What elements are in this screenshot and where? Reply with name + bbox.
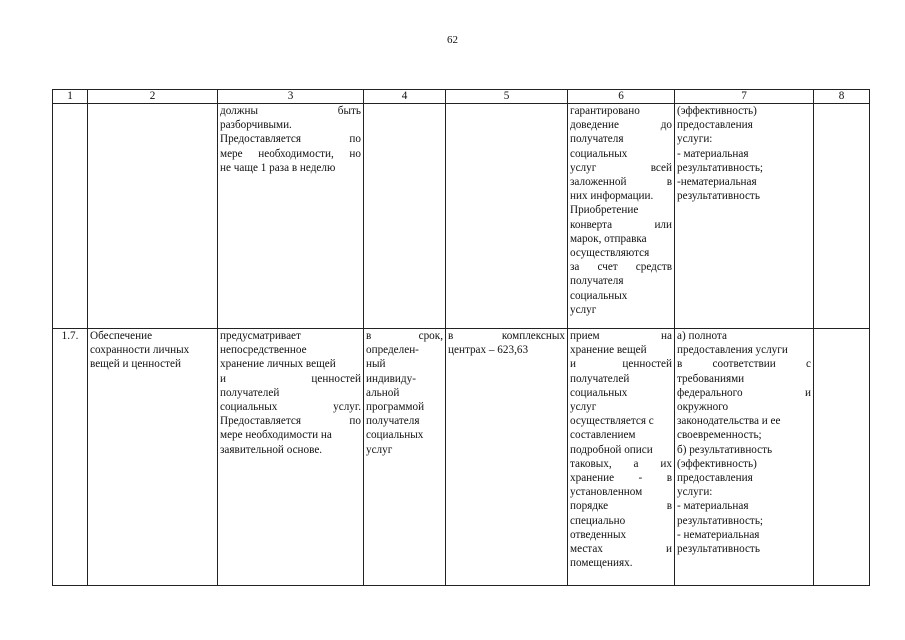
- cell-description: [218, 104, 364, 329]
- text-line: таковых, а их: [570, 457, 672, 470]
- text-line: в срок,: [366, 330, 443, 342]
- text-line: альной: [366, 386, 400, 399]
- text-line: услуг: [570, 303, 597, 316]
- text-line: получателя: [570, 275, 624, 288]
- text-line: не чаще 1 раза в неделю: [220, 161, 336, 174]
- text-line: в соответствии с: [677, 358, 811, 371]
- text-line: получателей: [220, 386, 280, 399]
- text-line: должны быть: [220, 105, 361, 117]
- text-line: осуществляются: [570, 247, 650, 260]
- text-line: гарантировано: [570, 105, 640, 117]
- text-line: требованиями: [677, 372, 745, 385]
- text-line: - материальная: [677, 500, 749, 513]
- text-line: получателя: [570, 133, 624, 146]
- cell-conditions: [568, 104, 675, 329]
- text-line: своевременность;: [677, 429, 762, 442]
- text-line: Обеспечение: [90, 330, 153, 342]
- cell-tariff: [446, 329, 568, 586]
- services-table: [52, 89, 870, 586]
- text-line: услуг: [366, 443, 393, 456]
- text-line: Приобретение: [570, 204, 639, 217]
- text-line: сохранности личных: [90, 344, 190, 357]
- text-line: хранение личных вещей: [220, 358, 336, 371]
- header-cell: 3: [218, 90, 364, 104]
- text-line: получателя: [366, 415, 420, 428]
- header-cell: 8: [814, 90, 870, 104]
- cell-description: [218, 329, 364, 586]
- cell-service-name: [88, 329, 218, 586]
- text-line: - нематериальная: [677, 528, 760, 541]
- text-line: федерального и: [677, 386, 811, 399]
- cell-conditions: [568, 329, 675, 586]
- text-line: подробной описи: [570, 443, 653, 456]
- header-cell: 4: [364, 90, 446, 104]
- text-line: составлением: [570, 429, 636, 442]
- cell-term: [364, 329, 446, 586]
- table-row: [53, 104, 870, 329]
- text-line: получателей: [570, 372, 630, 385]
- text-line: осуществляется с: [570, 415, 654, 428]
- text-line: результативность;: [677, 514, 764, 527]
- text-line: марок, отправка: [570, 232, 647, 245]
- cell-service-name: [88, 104, 218, 329]
- cell-notes: [814, 104, 870, 329]
- text-line: центрах – 623,63: [448, 344, 529, 357]
- cell-number: 1.7.: [53, 329, 88, 586]
- text-line: услуг всей: [570, 161, 672, 174]
- text-line: предоставления: [677, 119, 753, 132]
- text-line: мере необходимости на: [220, 429, 332, 442]
- cell-tariff: [446, 104, 568, 329]
- text-line: социальных: [570, 386, 628, 399]
- header-row: [53, 90, 870, 104]
- text-line: определен-: [366, 344, 419, 357]
- text-line: заложенной в: [570, 176, 672, 189]
- text-line: социальных: [570, 289, 628, 302]
- text-line: -нематериальная: [677, 176, 757, 189]
- text-line: заявительной основе.: [220, 443, 323, 456]
- text-line: социальных: [366, 429, 424, 442]
- text-line: Предоставляется по: [220, 133, 361, 146]
- text-line: услуги:: [677, 133, 713, 146]
- header-cell: 6: [568, 90, 675, 104]
- header-cell: 7: [675, 90, 814, 104]
- text-line: программой: [366, 401, 425, 414]
- text-line: (эффективность): [677, 457, 757, 470]
- text-line: услуги:: [677, 486, 713, 499]
- text-line: а) полнота: [677, 330, 727, 342]
- text-line: доведение до: [570, 119, 672, 132]
- text-line: предусматривает: [220, 330, 301, 342]
- text-line: прием на: [570, 330, 672, 342]
- cell-notes: [814, 329, 870, 586]
- text-line: за счет средств: [570, 261, 672, 274]
- text-line: установленном: [570, 486, 643, 499]
- text-line: непосредственное: [220, 344, 307, 357]
- text-line: (эффективность): [677, 105, 757, 117]
- text-line: конверта или: [570, 218, 672, 231]
- text-line: социальных услуг.: [220, 401, 361, 414]
- text-line: мере необходимости, но: [220, 147, 361, 160]
- text-line: результативность: [677, 190, 760, 203]
- text-line: результативность: [677, 543, 760, 556]
- text-line: и ценностей: [220, 372, 361, 385]
- text-line: разборчивыми.: [220, 119, 292, 132]
- header-cell: 5: [446, 90, 568, 104]
- text-line: предоставления: [677, 472, 753, 485]
- text-line: хранение - в: [570, 472, 672, 485]
- text-line: порядке в: [570, 500, 672, 513]
- text-line: специально: [570, 514, 626, 527]
- cell-number: [53, 104, 88, 329]
- text-line: социальных: [570, 147, 628, 160]
- text-line: них информации.: [570, 190, 654, 203]
- text-line: индивиду-: [366, 372, 416, 385]
- text-line: законодательства и ее: [677, 415, 781, 428]
- cell-quality: [675, 104, 814, 329]
- cell-term: [364, 104, 446, 329]
- text-line: Предоставляется по: [220, 415, 361, 428]
- text-line: помещениях.: [570, 557, 633, 570]
- header-cell: 1: [53, 90, 88, 104]
- text-line: б) результативность: [677, 443, 773, 456]
- text-line: вещей и ценностей: [90, 358, 181, 371]
- text-line: предоставления услуги: [677, 344, 788, 357]
- text-line: ный: [366, 358, 386, 371]
- text-line: результативность;: [677, 161, 764, 174]
- text-line: местах и: [570, 543, 672, 556]
- header-cell: 2: [88, 90, 218, 104]
- text-line: и ценностей: [570, 358, 672, 371]
- text-line: услуг: [570, 401, 597, 414]
- text-line: - материальная: [677, 147, 749, 160]
- text-line: хранение вещей: [570, 344, 647, 357]
- page-number: 62: [447, 34, 458, 46]
- text-line: отведенных: [570, 528, 627, 541]
- cell-quality: [675, 329, 814, 586]
- table-row: [53, 329, 870, 586]
- text-line: в комплексных: [448, 330, 565, 342]
- text-line: окружного: [677, 401, 729, 414]
